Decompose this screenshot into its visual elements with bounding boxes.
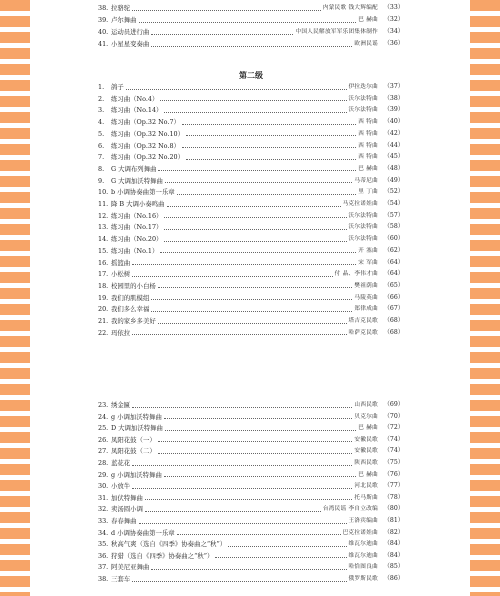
dot-leader: [164, 476, 356, 477]
entry-page: （42）: [383, 129, 404, 137]
entry-title: 秋高气爽（选自《四季》协奏曲之“秋”）: [111, 540, 227, 549]
entry-number: 38.: [98, 4, 109, 12]
entry-composer: 开 塞曲: [358, 247, 378, 254]
dot-leader: [160, 100, 346, 101]
entry-page: （68）: [383, 317, 404, 324]
toc-entry: [98, 269, 404, 279]
dot-leader: [132, 465, 352, 466]
dot-leader: [164, 112, 346, 113]
entry-page: （62）: [383, 246, 404, 254]
entry-number: 8.: [98, 164, 105, 173]
entry-title: 凤阳花鼓（二）: [111, 447, 156, 456]
entry-page: （84）: [383, 551, 404, 559]
entry-composer: 巴 赫曲: [358, 471, 378, 478]
entry-number: 28.: [98, 459, 109, 467]
entry-composer: 马蒂尼曲: [354, 177, 378, 184]
entry-composer: 西 特曲: [358, 142, 378, 149]
entry-title: 练习曲（No.14）: [111, 106, 163, 115]
entry-title: 卢尔舞曲: [111, 16, 137, 24]
toc-entry: [98, 27, 404, 37]
dot-leader: [158, 287, 353, 288]
toc-entry: [98, 574, 404, 584]
toc-entry: [98, 551, 404, 561]
entry-composer: 西 特曲: [358, 119, 378, 126]
dot-leader: [132, 10, 321, 11]
dot-leader: [145, 511, 321, 512]
entry-number: 3.: [98, 106, 105, 115]
toc-entry: [98, 187, 404, 197]
entry-page: （76）: [383, 470, 404, 478]
entry-title: 练习曲（No.20）: [111, 235, 163, 244]
dot-leader: [164, 241, 346, 242]
dot-leader: [151, 299, 352, 300]
dot-leader: [151, 569, 346, 570]
entry-number: 27.: [98, 447, 109, 456]
entry-page: （36）: [383, 40, 404, 47]
toc-entry: [98, 304, 404, 314]
entry-page: （60）: [383, 235, 404, 243]
entry-title: 拉骆驼: [111, 4, 131, 12]
entry-title: 三套车: [111, 575, 131, 583]
entry-page: （67）: [383, 305, 404, 313]
entry-composer: 维瓦尔迪曲: [348, 552, 378, 559]
dot-leader: [139, 523, 347, 524]
entry-composer: 安徽民歌: [354, 436, 378, 443]
dot-leader: [164, 229, 346, 230]
entry-composer: 马陵英曲: [354, 294, 378, 301]
toc-entry: [98, 423, 404, 433]
entry-number: 40.: [98, 28, 109, 36]
entry-page: （74）: [383, 435, 404, 443]
entry-page: （65）: [383, 281, 404, 289]
entry-composer: 内蒙民歌 钱大辉编配: [322, 5, 378, 11]
entry-number: 33.: [98, 517, 109, 525]
entry-title: 蓝花花: [111, 459, 131, 467]
dot-leader: [132, 276, 332, 277]
entry-number: 2.: [98, 94, 105, 103]
section-heading: 第二级: [239, 71, 263, 80]
entry-page: （45）: [383, 153, 404, 161]
entry-page: （39）: [383, 106, 404, 114]
entry-composer: 郑律成曲: [354, 306, 378, 313]
dot-leader: [177, 194, 357, 195]
dot-leader: [177, 534, 341, 535]
dot-leader: [228, 546, 346, 547]
toc-entry: [98, 39, 404, 49]
dot-leader: [132, 488, 352, 489]
toc-entry: [98, 400, 404, 410]
toc-entry: [98, 539, 404, 549]
entry-number: 11.: [98, 200, 109, 208]
dot-leader: [182, 124, 356, 125]
entry-title: 练习曲（No.1）: [111, 246, 159, 255]
entry-title: 绣金匾: [111, 401, 131, 409]
toc-entry: [98, 117, 404, 127]
entry-page: （75）: [383, 459, 404, 466]
entry-composer: 沃尔法特曲: [348, 236, 378, 243]
entry-composer: 沃尔法特曲: [348, 107, 378, 114]
entry-number: 21.: [98, 317, 109, 325]
entry-number: 18.: [98, 281, 109, 290]
entry-number: 41.: [98, 40, 109, 48]
entry-number: 26.: [98, 435, 109, 444]
entry-number: 23.: [98, 401, 109, 409]
entry-title: 小放牛: [111, 482, 131, 491]
entry-number: 29.: [98, 470, 109, 479]
entry-page: （44）: [383, 141, 404, 149]
entry-page: （34）: [383, 28, 404, 35]
entry-title: 我们的肌模组: [111, 293, 150, 302]
entry-composer: 哈恰图良曲: [348, 564, 378, 571]
toc-entry: [98, 105, 404, 115]
entry-composer: 贝克尔曲: [354, 413, 378, 420]
entry-page: （68）: [383, 328, 404, 336]
entry-composer: 巴克拉诺娃曲: [342, 529, 378, 536]
entry-title: D 大调加沃特舞曲: [111, 424, 163, 433]
entry-title: 练习曲（Op.32 No.8）: [111, 141, 180, 150]
entry-number: 17.: [98, 270, 109, 279]
entry-number: 15.: [98, 246, 109, 255]
entry-composer: 台湾民谣 李自立改编: [322, 506, 378, 513]
dot-leader: [151, 34, 293, 35]
entry-composer: 沃尔法特曲: [348, 95, 378, 102]
entry-page: （77）: [383, 482, 404, 490]
entry-number: 7.: [98, 153, 105, 162]
entry-title: 春春舞曲: [111, 517, 137, 525]
entry-number: 10.: [98, 188, 109, 197]
dot-leader: [151, 311, 352, 312]
entry-number: 20.: [98, 305, 109, 314]
entry-page: （72）: [383, 424, 404, 432]
toc-entry: [98, 493, 404, 503]
toc-entry: [98, 293, 404, 303]
toc-entry: [98, 481, 404, 491]
dot-leader: [164, 217, 346, 218]
toc-entry: [98, 516, 404, 526]
entry-title: G 大调布列舞曲: [111, 164, 157, 173]
entry-number: 30.: [98, 482, 109, 491]
entry-composer: 巴 赫曲: [358, 17, 378, 23]
entry-composer: 安徽民歌: [354, 448, 378, 455]
entry-number: 16.: [98, 258, 109, 267]
toc-entry: [98, 234, 404, 244]
dot-leader: [132, 407, 352, 408]
table-of-contents: [98, 0, 404, 596]
toc-entry: [98, 281, 404, 291]
entry-page: （69）: [383, 401, 404, 408]
entry-title: 鸽子: [111, 83, 124, 91]
entry-title: g 小调加沃特舞曲: [111, 412, 162, 421]
toc-entry: [98, 211, 404, 221]
toc-entry: [98, 328, 404, 338]
entry-page: （66）: [383, 293, 404, 301]
entry-page: （82）: [383, 528, 404, 536]
entry-title: 卖汤圆小调: [111, 505, 143, 514]
toc-entry: [98, 222, 404, 232]
toc-entry: [98, 176, 404, 186]
dot-leader: [126, 89, 347, 90]
entry-title: 练习曲（Op.32 No.7）: [111, 118, 180, 127]
entry-composer: 俄罗斯民歌: [348, 576, 378, 582]
entry-page: （58）: [383, 223, 404, 231]
dot-leader: [145, 499, 352, 500]
entry-title: 狩猎（选自《四季》协奏曲之“秋”）: [111, 551, 214, 560]
dot-leader: [164, 418, 353, 419]
entry-title: 阿美尼亚舞曲: [111, 563, 150, 572]
entry-composer: 沃尔法特曲: [348, 224, 378, 231]
toc-entry: [98, 316, 404, 326]
entry-number: 13.: [98, 223, 109, 232]
toc-entry: [98, 94, 404, 104]
dot-leader: [158, 441, 353, 442]
entry-number: 38.: [98, 575, 109, 583]
entry-number: 4.: [98, 118, 105, 127]
toc-entry: [98, 164, 404, 174]
entry-number: 36.: [98, 551, 109, 560]
entry-composer: 伊拉迭尔曲: [348, 84, 378, 90]
entry-composer: 宋 军曲: [358, 259, 378, 266]
dot-leader: [132, 264, 356, 265]
dot-leader: [167, 206, 341, 207]
entry-title: b 小调协奏曲第一乐章: [111, 188, 175, 197]
dot-leader: [160, 252, 356, 253]
toc-entry: [98, 528, 404, 538]
entry-title: 运动员进行曲: [111, 28, 150, 36]
entry-page: （52）: [383, 188, 404, 196]
entry-page: （85）: [383, 563, 404, 571]
entry-composer: 里 丁曲: [358, 189, 378, 196]
entry-title: 降 B 大调小奏鸣曲: [111, 200, 165, 208]
toc-entry: [98, 141, 404, 151]
entry-number: 22.: [98, 328, 109, 337]
entry-title: 练习曲（Op.32 No.20）: [111, 153, 184, 162]
entry-page: （40）: [383, 118, 404, 126]
entry-number: 39.: [98, 16, 109, 24]
entry-number: 32.: [98, 505, 109, 514]
entry-title: 加伏特舞曲: [111, 493, 143, 502]
toc-entry: [98, 3, 404, 13]
dot-leader: [158, 170, 356, 171]
entry-title: d 小调协奏曲第一乐章: [111, 528, 175, 537]
entry-title: 摇篮曲: [111, 258, 131, 267]
entry-composer: 沃尔法特曲: [348, 212, 378, 219]
entry-composer: 塔吉克民歌: [348, 318, 378, 324]
entry-title: 我的家乡多美好: [111, 317, 156, 325]
toc-entry: [98, 504, 404, 514]
entry-title: 练习曲（No.16）: [111, 211, 163, 220]
toc-entry: [98, 470, 404, 480]
entry-composer: 巴 赫曲: [358, 165, 378, 172]
dot-leader: [139, 22, 357, 23]
entry-page: （64）: [383, 270, 404, 278]
entry-composer: 王洛宾编曲: [348, 518, 378, 524]
toc-entry: [98, 82, 404, 92]
entry-title: 练习曲（No.4）: [111, 94, 159, 103]
toc-entry: [98, 446, 404, 456]
dot-leader: [158, 323, 347, 324]
toc-entry: [98, 129, 404, 139]
entry-number: 31.: [98, 493, 109, 502]
entry-title: 练习曲（Op.32 No.10）: [111, 129, 184, 138]
entry-number: 37.: [98, 563, 109, 572]
entry-page: （57）: [383, 211, 404, 219]
entry-page: （49）: [383, 176, 404, 184]
entry-title: 凤阳花鼓（一）: [111, 435, 156, 444]
dot-leader: [165, 182, 353, 183]
entry-number: 19.: [98, 293, 109, 302]
entry-page: （78）: [383, 493, 404, 501]
right-decorative-strip: [470, 0, 500, 596]
entry-composer: 陕西民歌: [354, 460, 378, 466]
entry-composer: 付 晶、李伟才曲: [334, 271, 378, 278]
dot-leader: [182, 147, 356, 148]
toc-entry: [98, 15, 404, 25]
entry-page: （33）: [383, 4, 404, 11]
entry-number: 35.: [98, 540, 109, 549]
dot-leader: [215, 557, 346, 558]
toc-entry: [98, 435, 404, 445]
entry-title: 小星星变奏曲: [111, 40, 150, 48]
entry-number: 25.: [98, 424, 109, 433]
entry-number: 5.: [98, 129, 105, 138]
entry-number: 1.: [98, 83, 105, 91]
entry-title: 玛依拉: [111, 328, 131, 337]
dot-leader: [151, 46, 352, 47]
left-decorative-strip: [0, 0, 30, 596]
entry-page: （37）: [383, 83, 404, 90]
entry-title: 练习曲（No.17）: [111, 223, 163, 232]
entry-composer: 西 特曲: [358, 130, 378, 137]
entry-composer: 欧洲民谣: [354, 41, 378, 47]
dot-leader: [186, 135, 356, 136]
entry-composer: 维瓦尔迪曲: [348, 541, 378, 548]
entry-composer: 中国人民解放军军乐团集体制作: [295, 29, 378, 35]
entry-page: （38）: [383, 94, 404, 102]
entry-number: 6.: [98, 141, 105, 150]
entry-page: （81）: [383, 517, 404, 524]
dot-leader: [165, 430, 356, 431]
entry-composer: 樊祖荫曲: [354, 282, 378, 289]
toc-entry: [98, 458, 404, 468]
entry-page: （70）: [383, 412, 404, 420]
entry-page: （84）: [383, 540, 404, 548]
entry-page: （54）: [383, 200, 404, 207]
entry-page: （64）: [383, 258, 404, 266]
entry-number: 12.: [98, 211, 109, 220]
dot-leader: [186, 159, 356, 160]
dot-leader: [132, 334, 346, 335]
entry-title: 小松树: [111, 270, 131, 279]
entry-title: 校园里的小白杨: [111, 281, 156, 290]
toc-entry: [98, 562, 404, 572]
entry-page: （86）: [383, 575, 404, 582]
entry-composer: 西 特曲: [358, 154, 378, 161]
toc-entry: [98, 258, 404, 268]
entry-page: （48）: [383, 164, 404, 172]
entry-number: 34.: [98, 528, 109, 537]
entry-page: （32）: [383, 16, 404, 23]
entry-page: （74）: [383, 447, 404, 455]
entry-number: 24.: [98, 412, 109, 421]
dot-leader: [158, 453, 353, 454]
entry-number: 14.: [98, 235, 109, 244]
entry-page: （80）: [383, 505, 404, 513]
toc-entry: [98, 412, 404, 422]
entry-composer: 山西民歌: [354, 402, 378, 408]
entry-title: g 小调加沃特舞曲: [111, 470, 162, 479]
toc-entry: [98, 199, 404, 209]
entry-composer: 哈萨克民歌: [348, 329, 378, 336]
toc-entry: [98, 152, 404, 162]
entry-title: 我们多么幸福: [111, 305, 150, 314]
entry-composer: 巴 赫曲: [358, 425, 378, 432]
entry-title: G 大调加沃特舞曲: [111, 176, 163, 185]
entry-number: 9.: [98, 176, 105, 185]
toc-entry: [98, 246, 404, 256]
entry-composer: 河北民歌: [354, 483, 378, 490]
entry-composer: 托马斯曲: [354, 494, 378, 501]
entry-composer: 马克拉诺娃曲: [342, 201, 378, 207]
dot-leader: [132, 581, 346, 582]
